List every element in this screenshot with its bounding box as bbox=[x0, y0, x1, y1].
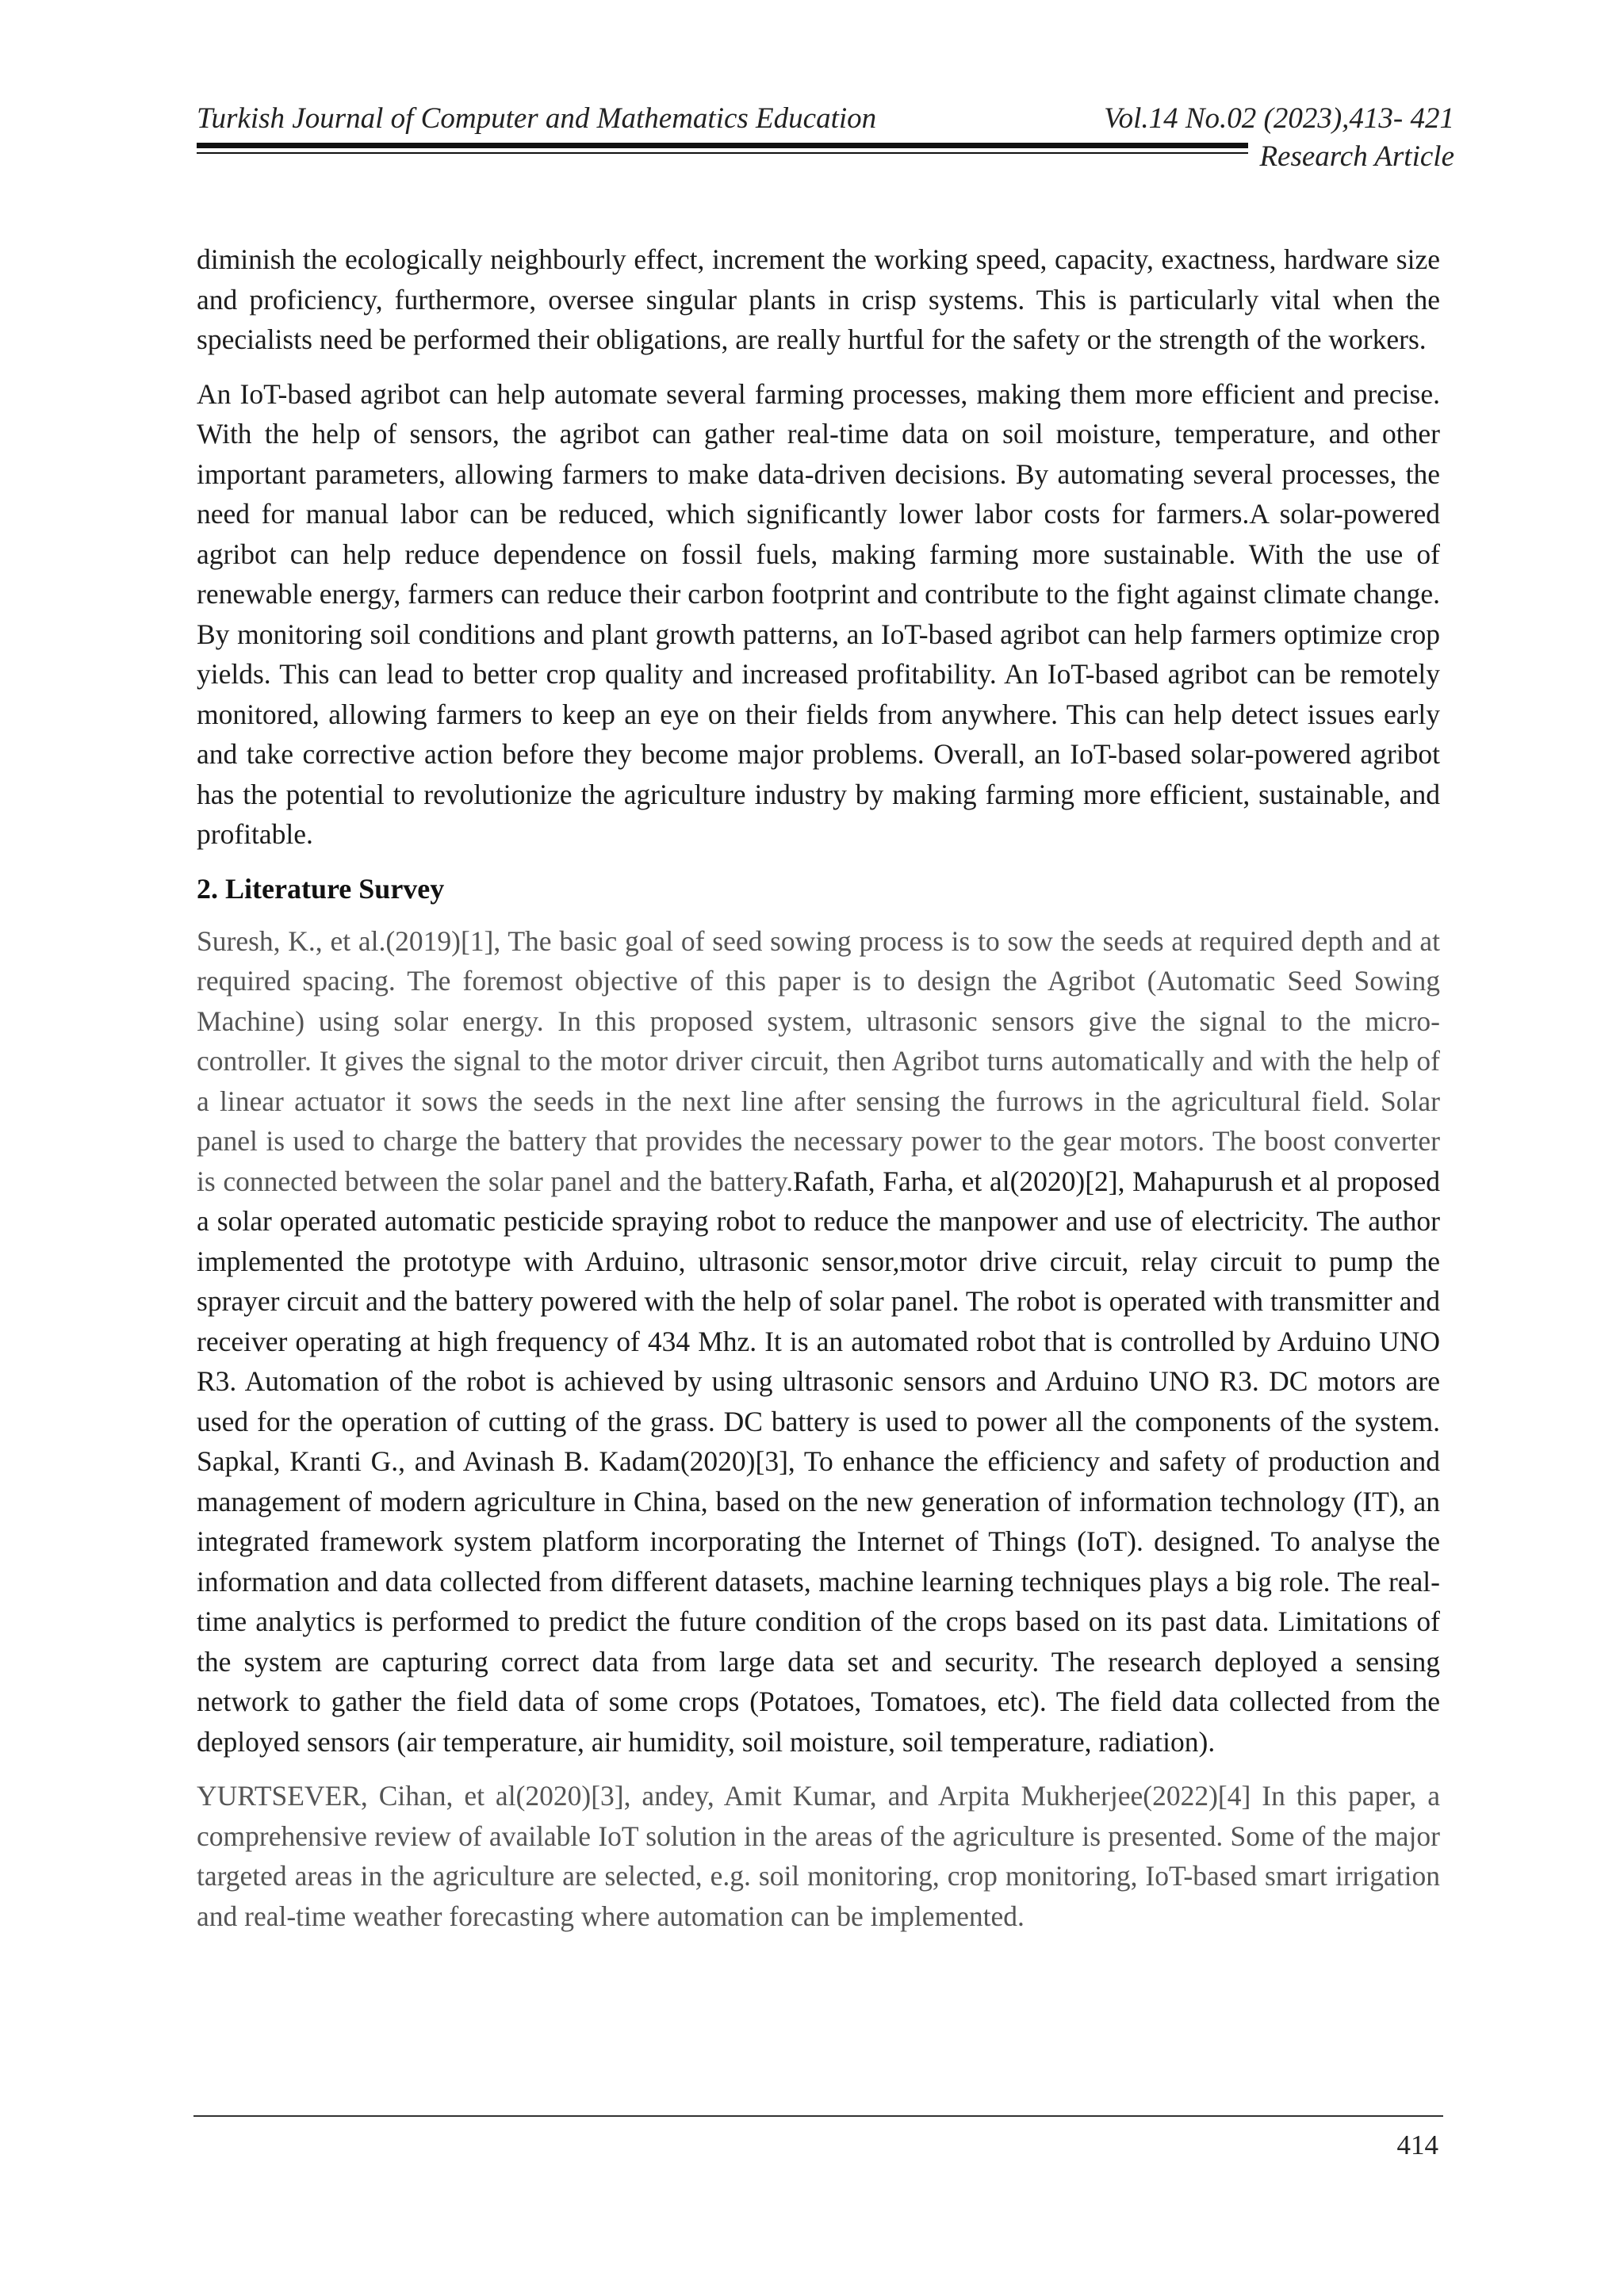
header-rule-thick bbox=[197, 143, 1248, 148]
journal-title: Turkish Journal of Computer and Mathematics Education bbox=[197, 102, 877, 135]
page-number: 414 bbox=[1396, 2130, 1438, 2160]
page-footer bbox=[193, 2115, 1443, 2163]
footer-rule bbox=[193, 2115, 1443, 2117]
paragraph-4: YURTSEVER, Cihan, et al(2020)[3], andey, Amit Kumar, and Arpita Mukherjee(2022)[4] In this paper, a comprehensive review of available IoT solution in the areas of the agriculture is presented. Some of the major targeted areas in the agriculture are selected, e.g. soil monitoring, crop monitoring, IoT-based smart irrigation and real-time weather forecasting where automation can be implemented. bbox=[197, 1780, 1440, 1932]
paragraph-3-part1: Suresh, K., et al.(2019)[1], The basic goal of seed sowing process is to sow the seeds at required depth and at required spacing. The foremost objective of this paper is to design the Agribot (Automatic Seed Sowing Machine) using solar energy. In this proposed system, ultrasonic sensors give the signal to the micro-controller. It gives the signal to the motor driver circuit, then Agribot turns automatically and with the help of a linear actuator it sows the seeds in the next line after sensing the furrows in the agricultural field. Solar panel is used to charge the battery that provides the necessary power to the gear motors. The boost converter is connected between the solar panel and the battery. bbox=[197, 924, 1440, 1197]
header-rule-area bbox=[197, 140, 1454, 190]
paragraph-2: An IoT-based agribot can help automate several farming processes, making them more efficient and precise. With the help of sensors, the agribot can gather real-time data on soil moisture, temperature, and other important parameters, allowing farmers to make data-driven decisions. By automating several processes, the need for manual labor can be reduced, which significantly lower labor costs for farmers.A solar-powered agribot can help reduce dependence on fossil fuels, making farming more sustainable. With the use of renewable energy, farmers can reduce their carbon footprint and contribute to the fight against climate change. By monitoring soil conditions and plant growth patterns, an IoT-based agribot can help farmers optimize crop yields. This can lead to better crop quality and increased profitability. An IoT-based agribot can be remotely monitored, allowing farmers to keep an eye on their fields from anywhere. This can help detect issues early and take corrective action before they become major problems. Overall, an IoT-based solar-powered agribot has the potential to revolutionize the agriculture industry by making farming more efficient, sustainable, and profitable. bbox=[197, 377, 1440, 850]
article-type: Research Article bbox=[1259, 140, 1454, 173]
header-row bbox=[197, 101, 1454, 136]
header-rule-thin bbox=[197, 152, 1248, 154]
paragraph-3-part2: Rafath, Farha, et al(2020)[2], Mahapurush et al proposed a solar operated automatic pesticide spraying robot to reduce the manpower and use of electricity. The author implemented the prototype with Arduino, ultrasonic sensor,motor drive circuit, relay circuit to pump the sprayer circuit and the battery powered with the help of solar panel. The robot is operated with transmitter and receiver operating at high frequency of 434 Mhz. It is an automated robot that is controlled by Arduino UNO R3. Automation of the robot is achieved by using ultrasonic sensors and Arduino UNO R3. DC motors are used for the operation of cutting of the grass. DC battery is used to power all the components of the system. Sapkal, Kranti G., and Avinash B. Kadam(2020)[3], To enhance the efficiency and safety of production and management of modern agriculture in China, based on the new generation of information technology (IT), an integrated framework system platform incorporating the Internet of Things (IoT). designed. To analyse the information and data collected from different datasets, machine learning techniques plays a big role. The real-time analytics is performed to predict the future condition of the crops based on its past data. Limitations of the system are capturing correct data from large data set and security. The research deployed a sensing network to gather the field data of some crops (Potatoes, Tomatoes, etc). The field data collected from the deployed sensors (air temperature, air humidity, soil moisture, soil temperature, radiation). bbox=[197, 1165, 1440, 1758]
running-header bbox=[197, 101, 1454, 190]
section-heading: 2. Literature Survey bbox=[197, 872, 445, 905]
volume-info: Vol.14 No.02 (2023),413- 421 bbox=[1104, 102, 1454, 135]
main-body bbox=[197, 239, 1440, 1950]
paragraph-1: diminish the ecologically neighbourly effect, increment the working speed, capacity, exactness, hardware size and proficiency, furthermore, oversee singular plants in crisp systems. This is particularly vital when the specialists need be performed their obligations, are really hurtful for the safety or the strength of the workers. bbox=[197, 243, 1440, 355]
paragraph-3 bbox=[197, 921, 1440, 1762]
